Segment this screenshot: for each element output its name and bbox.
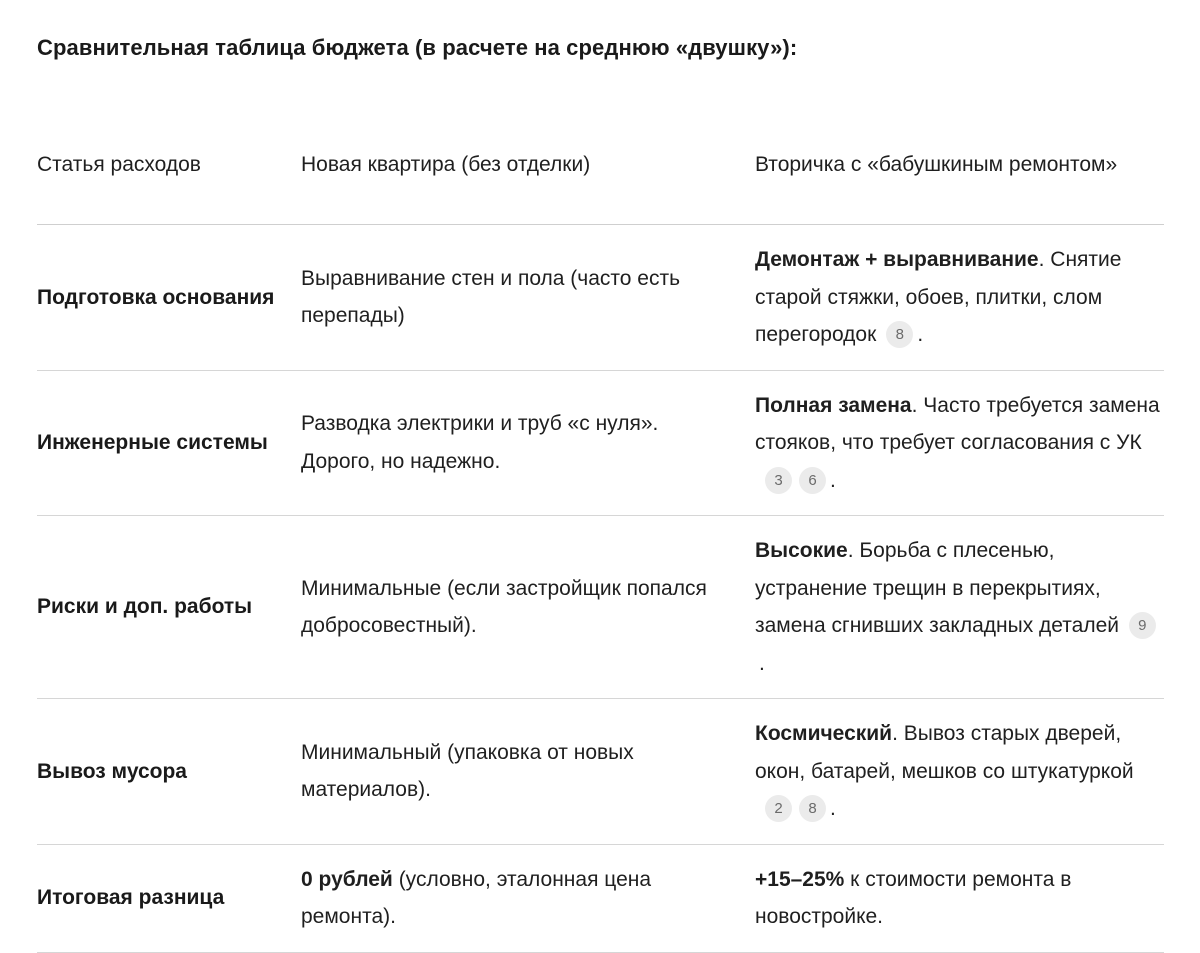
row-label: Итоговая разница xyxy=(37,844,301,952)
secondary-flat-cell xyxy=(755,370,1164,516)
new-flat-cell xyxy=(301,699,755,845)
table-row xyxy=(37,225,1164,371)
row-label: Инженерные системы xyxy=(37,370,301,516)
row-label: Подготовка основания xyxy=(37,225,301,371)
secondary-bold: Полная замена xyxy=(755,393,912,417)
secondary-bold: Космический xyxy=(755,722,893,745)
budget-comparison-table xyxy=(37,110,1164,953)
new-flat-text: Разводка электрики и труб «с нуля». Дорого, но надежно. xyxy=(301,412,659,473)
secondary-flat-cell xyxy=(755,225,1164,371)
sentence-end: . xyxy=(830,797,836,820)
header-secondary-flat: Вторичка с «бабушкиным ремонтом» xyxy=(755,110,1164,225)
table-row xyxy=(37,699,1164,845)
secondary-flat-cell xyxy=(755,844,1164,952)
secondary-text: . Часто требуется замена стояков, что требует согласования с УК xyxy=(755,393,1160,454)
sentence-end: . xyxy=(759,651,765,675)
secondary-text: . Снятие старой стяжки, обоев, плитки, слом перегородок xyxy=(755,248,1122,346)
secondary-bold: Демонтаж + выравнивание xyxy=(755,248,1039,271)
sentence-end: . xyxy=(917,323,924,346)
secondary-bold: +15–25% xyxy=(755,867,845,891)
table-row xyxy=(37,844,1164,952)
citation-badge[interactable]: 2 xyxy=(765,795,792,822)
row-label: Риски и доп. работы xyxy=(37,516,301,699)
row-label: Вывоз мусора xyxy=(37,699,301,845)
citation-badge[interactable]: 9 xyxy=(1129,612,1156,639)
citation-badge[interactable]: 8 xyxy=(799,795,826,822)
table-row xyxy=(37,516,1164,699)
table-header-row xyxy=(37,110,1164,225)
table-row xyxy=(37,370,1164,516)
new-flat-text: (условно, эталонная цена ремонта). xyxy=(301,867,652,928)
new-flat-cell xyxy=(301,844,755,952)
new-flat-cell xyxy=(301,370,755,516)
secondary-flat-cell xyxy=(755,516,1164,699)
header-expense-item: Статья расходов xyxy=(37,110,301,225)
secondary-text: . Вывоз старых дверей, окон, батарей, мешков со штукатуркой xyxy=(755,722,1134,783)
new-flat-cell xyxy=(301,516,755,699)
secondary-text: . Борьба с плесенью, устранение трещин в перекрытиях, замена сгнивших закладных деталей xyxy=(755,539,1119,637)
citation-badge[interactable]: 6 xyxy=(799,467,826,494)
secondary-text: к стоимости ремонта в новостройке. xyxy=(755,867,1072,928)
sentence-end: . xyxy=(830,468,836,492)
table-title: Сравнительная таблица бюджета (в расчете на среднюю «двушку»): xyxy=(37,35,798,60)
secondary-flat-cell xyxy=(755,699,1164,845)
secondary-bold: Высокие xyxy=(755,539,848,562)
header-new-flat: Новая квартира (без отделки) xyxy=(301,110,755,225)
new-flat-text: Минимальные (если застройщик попался добросовестный). xyxy=(301,576,707,637)
new-flat-text: Выравнивание стен и пола (часто есть перепады) xyxy=(301,266,681,328)
new-flat-bold: 0 рублей xyxy=(301,867,393,891)
new-flat-cell xyxy=(301,225,755,371)
citation-badge[interactable]: 8 xyxy=(886,321,913,348)
new-flat-text: Минимальный (упаковка от новых материалов). xyxy=(301,740,634,802)
citation-badge[interactable]: 3 xyxy=(765,467,792,494)
